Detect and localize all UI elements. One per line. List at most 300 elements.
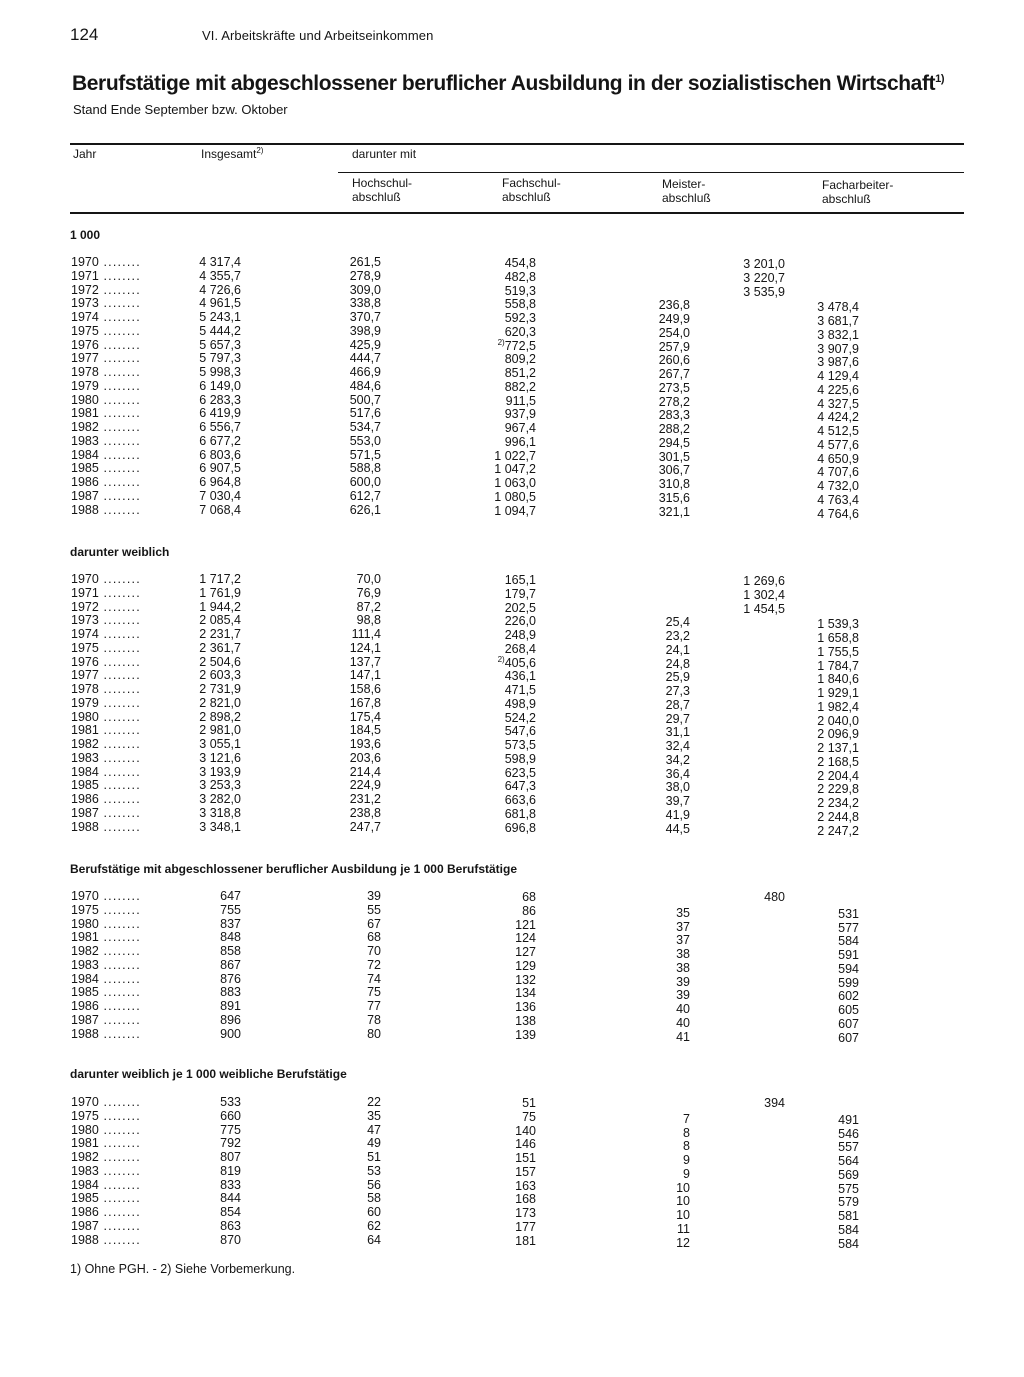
leader-dots: ........ (98, 944, 141, 958)
leader-dots: ........ (98, 764, 141, 779)
row-year (71, 420, 171, 434)
row-year-value: 1984 (71, 764, 99, 779)
leader-dots: ........ (98, 268, 141, 283)
row-year-value: 1985 (71, 461, 99, 476)
cell-total: 1 717,2 (199, 572, 241, 586)
cell-hochschul: 247,7 (349, 819, 381, 834)
cell-facharbeiter: 546 (838, 1126, 859, 1141)
cell-fachschul: 1 080,5 (494, 489, 536, 504)
row-year (71, 434, 171, 448)
cell-hochschul: 137,7 (349, 654, 381, 669)
leader-dots: ........ (98, 378, 141, 393)
cell-meister: 39,7 (665, 794, 690, 808)
cell-meister: 40 (676, 1002, 690, 1016)
cell-meister: 480 (764, 890, 785, 904)
row-year (71, 365, 171, 379)
leader-dots: ........ (98, 930, 141, 945)
cell-fachschul: 573,5 (504, 738, 536, 752)
cell-fachschul: 524,2 (504, 710, 536, 725)
row-year-value: 1981 (71, 406, 99, 421)
cell-meister: 249,9 (658, 312, 690, 326)
header-jahr: Jahr (73, 147, 97, 161)
cell-hochschul: 214,4 (349, 764, 381, 779)
cell-fachschul: 663,6 (504, 793, 536, 807)
cell-hochschul: 80 (367, 1026, 381, 1041)
row-year-value: 1970 (71, 572, 99, 586)
cell-meister: 10 (676, 1194, 690, 1209)
cell-total: 4 961,5 (199, 296, 241, 311)
row-year (71, 985, 171, 999)
cell-hochschul: 87,2 (356, 599, 381, 614)
cell-facharbeiter: 607 (838, 1030, 859, 1045)
leader-dots: ........ (98, 737, 141, 751)
leader-dots: ........ (98, 406, 141, 421)
cell-facharbeiter: 491 (838, 1112, 859, 1127)
cell-meister: 321,1 (658, 504, 690, 519)
cell-facharbeiter: 3 681,7 (817, 314, 859, 328)
cell-fachschul: 181 (515, 1233, 536, 1248)
cell-total: 2 603,3 (199, 668, 241, 683)
cell-fachschul: 129 (515, 958, 536, 973)
cell-total: 2 898,2 (199, 709, 241, 724)
header-facharbeiter-line2: abschluß (822, 192, 871, 206)
row-year-value: 1982 (71, 944, 99, 958)
leader-dots: ........ (98, 778, 141, 793)
cell-fachschul: 498,9 (504, 696, 536, 711)
header-hochschul-line1: Hochschul- (352, 176, 413, 190)
cell-facharbeiter: 579 (838, 1195, 859, 1210)
cell-total: 5 243,1 (199, 310, 241, 324)
cell-hochschul: 124,1 (349, 640, 381, 655)
leader-dots: ........ (98, 750, 141, 765)
cell-fachschul: 121 (515, 917, 536, 932)
cell-meister: 24,8 (665, 656, 690, 671)
leader-dots: ........ (98, 889, 141, 903)
cell-facharbeiter: 584 (838, 1236, 859, 1251)
cell-total: 533 (220, 1095, 241, 1109)
leader-dots: ........ (98, 282, 141, 297)
leader-dots: ........ (98, 447, 141, 462)
cell-total: 5 444,2 (199, 323, 241, 338)
row-year (71, 668, 171, 682)
cell-hochschul: 74 (367, 971, 381, 986)
cell-facharbeiter: 2 096,9 (817, 727, 859, 742)
row-year (71, 489, 171, 503)
row-year (71, 475, 171, 489)
section-title-1000: 1 000 (70, 228, 101, 242)
header-facharbeiter-line1: Facharbeiter- (822, 178, 894, 192)
cell-total: 6 283,3 (199, 392, 241, 407)
cell-fachschul: 436,1 (504, 669, 536, 684)
page-number: 124 (70, 25, 99, 44)
cell-hochschul: 425,9 (349, 337, 381, 352)
cell-facharbeiter: 2 168,5 (817, 754, 859, 769)
cell-facharbeiter: 1 929,1 (817, 686, 859, 700)
row-year (71, 917, 171, 931)
row-year (71, 778, 171, 792)
header-facharbeiter (822, 178, 893, 206)
row-year (71, 792, 171, 806)
row-year-value: 1981 (71, 930, 99, 945)
cell-fachschul: 163 (515, 1178, 536, 1193)
row-year-value: 1986 (71, 999, 99, 1013)
row-year-value: 1979 (71, 695, 99, 710)
cell-hochschul: 72 (367, 957, 381, 972)
row-year (71, 503, 171, 517)
leader-dots: ........ (98, 668, 141, 683)
cell-hochschul: 184,5 (349, 723, 381, 738)
cell-total: 6 419,9 (199, 406, 241, 421)
row-year-value: 1975 (71, 1108, 99, 1123)
cell-facharbeiter: 569 (838, 1167, 859, 1182)
cell-meister: 37 (676, 933, 690, 948)
row-year (71, 655, 171, 669)
cell-total: 2 821,0 (199, 695, 241, 710)
row-year-value: 1972 (71, 599, 99, 614)
cell-hochschul: 77 (367, 999, 381, 1013)
cell-hochschul: 444,7 (349, 351, 381, 366)
cell-fachschul: 51 (522, 1096, 536, 1110)
row-year-value: 1981 (71, 1136, 99, 1151)
cell-total: 2 361,7 (199, 640, 241, 655)
cell-hochschul: 62 (367, 1218, 381, 1233)
row-year-value: 1987 (71, 1218, 99, 1233)
cell-fachschul: 248,9 (504, 628, 536, 642)
leader-dots: ........ (98, 1205, 141, 1219)
cell-meister: 9 (683, 1153, 690, 1167)
cell-meister: 394 (764, 1096, 785, 1110)
row-year (71, 572, 171, 586)
cell-meister: 288,2 (658, 422, 690, 436)
cell-fachschul: 471,5 (504, 683, 536, 697)
cell-total: 3 121,6 (199, 750, 241, 765)
cell-total: 807 (220, 1150, 241, 1164)
title-footnote-marker: 1) (935, 73, 945, 85)
subheader-rule (338, 172, 964, 173)
leader-dots: ........ (98, 627, 141, 641)
leader-dots: ........ (98, 709, 141, 724)
cell-meister: 27,3 (665, 684, 690, 698)
row-year (71, 723, 171, 737)
row-year-value: 1985 (71, 985, 99, 1000)
cell-hochschul: 39 (367, 889, 381, 903)
row-year (71, 283, 171, 297)
leader-dots: ........ (98, 819, 141, 834)
row-year-value: 1972 (71, 282, 99, 297)
cell-meister: 7 (683, 1111, 690, 1126)
row-year (71, 641, 171, 655)
row-year-value: 1971 (71, 268, 99, 283)
cell-fachschul: 151 (515, 1151, 536, 1165)
cell-facharbeiter: 1 840,6 (817, 672, 859, 687)
row-year-value: 1974 (71, 310, 99, 324)
cell-hochschul: 55 (367, 902, 381, 917)
subtitle: Stand Ende September bzw. Oktober (73, 102, 288, 117)
cell-meister: 8 (683, 1139, 690, 1154)
cell-fachschul: 558,8 (504, 297, 536, 312)
row-year-value: 1983 (71, 433, 99, 448)
row-year (71, 682, 171, 696)
cell-fachschul: 173 (515, 1206, 536, 1220)
cell-facharbeiter: 575 (838, 1181, 859, 1196)
row-year (71, 1095, 171, 1109)
cell-facharbeiter: 564 (838, 1154, 859, 1168)
cell-fachschul: 681,8 (504, 806, 536, 821)
cell-facharbeiter: 1 784,7 (817, 658, 859, 673)
cell-footnote-marker: 2) (497, 654, 505, 664)
cell-meister: 44,5 (665, 821, 690, 836)
cell-meister: 35 (676, 905, 690, 920)
cell-fachschul: 454,8 (504, 256, 536, 270)
cell-fachschul: 598,9 (504, 751, 536, 766)
cell-fachschul: 136 (515, 1000, 536, 1014)
header-meister (662, 177, 711, 205)
cell-meister: 36,4 (665, 766, 690, 781)
leader-dots: ........ (98, 1177, 141, 1192)
leader-dots: ........ (98, 365, 141, 379)
cell-facharbeiter: 602 (838, 989, 859, 1004)
leader-dots: ........ (98, 1136, 141, 1151)
row-year-value: 1988 (71, 1026, 99, 1041)
cell-hochschul: 98,8 (356, 613, 381, 628)
row-year (71, 627, 171, 641)
cell-hochschul: 158,6 (349, 682, 381, 696)
cell-fachschul: 592,3 (504, 311, 536, 325)
row-year (71, 1109, 171, 1123)
cell-facharbeiter: 577 (838, 920, 859, 935)
header-insgesamt-footnote: 2) (256, 146, 264, 155)
cell-meister: 310,8 (658, 477, 690, 491)
row-year (71, 944, 171, 958)
cell-facharbeiter: 4 764,6 (817, 506, 859, 521)
cell-meister: 273,5 (658, 380, 690, 395)
cell-total: 844 (220, 1191, 241, 1206)
cell-facharbeiter: 4 225,6 (817, 382, 859, 397)
cell-meister: 1 454,5 (743, 601, 785, 616)
row-year (71, 930, 171, 944)
cell-hochschul: 534,7 (349, 420, 381, 434)
row-year-value: 1987 (71, 488, 99, 503)
leader-dots: ........ (98, 1150, 141, 1164)
cell-facharbeiter: 4 650,9 (817, 451, 859, 466)
row-year (71, 1136, 171, 1150)
cell-hochschul: 111,4 (351, 627, 381, 641)
leader-dots: ........ (98, 1218, 141, 1233)
cell-hochschul: 193,6 (349, 737, 381, 751)
section-title-weiblich-je-1000: darunter weiblich je 1 000 weibliche Berufstätige (70, 1067, 347, 1081)
cell-facharbeiter: 4 577,6 (817, 437, 859, 452)
cell-total: 883 (220, 985, 241, 1000)
row-year-value: 1971 (71, 585, 99, 600)
cell-hochschul: 600,0 (349, 475, 381, 489)
leader-dots: ........ (98, 337, 141, 352)
leader-dots: ........ (98, 902, 141, 917)
leader-dots: ........ (98, 805, 141, 820)
leader-dots: ........ (98, 433, 141, 448)
cell-hochschul: 167,8 (349, 695, 381, 710)
cell-meister: 278,2 (658, 394, 690, 409)
leader-dots: ........ (98, 488, 141, 503)
row-year-value: 1988 (71, 1232, 99, 1247)
cell-meister: 29,7 (665, 711, 690, 726)
cell-hochschul: 626,1 (349, 502, 381, 517)
row-year (71, 1178, 171, 1192)
leader-dots: ........ (98, 310, 141, 324)
leader-dots: ........ (98, 392, 141, 407)
section-title-je-1000: Berufstätige mit abgeschlossener beruflicher Ausbildung je 1 000 Berufstätige (70, 862, 518, 876)
leader-dots: ........ (98, 1026, 141, 1041)
cell-total: 792 (220, 1136, 241, 1151)
cell-total: 876 (220, 971, 241, 986)
leader-dots: ........ (98, 640, 141, 655)
cell-meister: 3 535,9 (743, 284, 785, 299)
cell-meister: 254,0 (658, 325, 690, 340)
cell-facharbeiter: 581 (838, 1209, 859, 1223)
cell-hochschul: 49 (367, 1136, 381, 1151)
cell-fachschul: 157 (515, 1164, 536, 1179)
row-year-value: 1988 (71, 502, 99, 517)
cell-total: 4 726,6 (199, 282, 241, 297)
row-year (71, 751, 171, 765)
row-year (71, 972, 171, 986)
row-year-value: 1983 (71, 750, 99, 765)
row-year-value: 1982 (71, 1150, 99, 1164)
leader-dots: ........ (98, 1163, 141, 1178)
cell-facharbeiter: 2 137,1 (817, 741, 859, 755)
row-year (71, 406, 171, 420)
cell-total: 896 (220, 1012, 241, 1027)
row-year-value: 1975 (71, 640, 99, 655)
row-year-value: 1982 (71, 420, 99, 434)
row-year-value: 1978 (71, 365, 99, 379)
row-year-value: 1983 (71, 957, 99, 972)
leader-dots: ........ (98, 255, 141, 269)
header-bottom-rule (70, 212, 964, 214)
cell-hochschul: 466,9 (349, 365, 381, 379)
cell-meister: 39 (676, 988, 690, 1003)
leader-dots: ........ (98, 1095, 141, 1109)
cell-total: 870 (220, 1232, 241, 1247)
cell-total: 755 (220, 902, 241, 917)
cell-total: 6 964,8 (199, 475, 241, 489)
row-year (71, 448, 171, 462)
cell-meister: 12 (676, 1235, 690, 1250)
cell-fachschul: 547,6 (504, 724, 536, 739)
row-year (71, 1205, 171, 1219)
cell-fachschul: 139 (515, 1027, 536, 1042)
cell-fachschul: 911,5 (505, 393, 536, 408)
leader-dots: ........ (98, 502, 141, 517)
cell-hochschul: 517,6 (349, 406, 381, 421)
cell-fachschul (455, 339, 536, 353)
cell-fachschul: 226,0 (504, 614, 536, 629)
header-meister-line2: abschluß (662, 191, 711, 205)
cell-hochschul: 203,6 (349, 750, 381, 765)
row-year (71, 379, 171, 393)
cell-total: 660 (220, 1108, 241, 1123)
row-year-value: 1977 (71, 668, 99, 683)
cell-meister: 10 (676, 1180, 690, 1195)
cell-fachschul: 177 (515, 1219, 536, 1234)
row-year (71, 338, 171, 352)
cell-hochschul: 175,4 (349, 709, 381, 724)
cell-total: 4 317,4 (199, 255, 241, 269)
cell-meister: 25,4 (665, 615, 690, 630)
row-year (71, 324, 171, 338)
row-year-value: 1974 (71, 627, 99, 641)
cell-total: 854 (220, 1205, 241, 1219)
row-year-value: 1984 (71, 1177, 99, 1192)
leader-dots: ........ (98, 999, 141, 1013)
cell-meister: 40 (676, 1015, 690, 1030)
cell-meister: 301,5 (658, 449, 690, 464)
cell-hochschul: 64 (367, 1232, 381, 1247)
row-year (71, 820, 171, 834)
row-year (71, 903, 171, 917)
row-year-value: 1987 (71, 805, 99, 820)
cell-meister: 315,6 (658, 490, 690, 505)
leader-dots: ........ (98, 1122, 141, 1137)
cell-fachschul: 1 063,0 (494, 476, 536, 490)
cell-hochschul: 56 (367, 1177, 381, 1192)
cell-total: 5 998,3 (199, 365, 241, 379)
cell-meister: 37 (676, 919, 690, 934)
cell-hochschul: 67 (367, 916, 381, 931)
cell-fachschul: 124 (515, 931, 536, 946)
leader-dots: ........ (98, 585, 141, 600)
row-year-value: 1977 (71, 351, 99, 366)
cell-facharbeiter: 4 732,0 (817, 479, 859, 493)
leader-dots: ........ (98, 695, 141, 710)
leader-dots: ........ (98, 420, 141, 434)
cell-hochschul: 309,0 (349, 282, 381, 297)
cell-fachschul: 620,3 (504, 324, 536, 339)
cell-facharbeiter: 1 658,8 (817, 631, 859, 645)
cell-total: 1 761,9 (199, 585, 241, 600)
cell-fachschul: 179,7 (504, 586, 536, 601)
table-top-rule (70, 143, 964, 145)
cell-total: 5 797,3 (199, 351, 241, 366)
row-year-value: 1983 (71, 1163, 99, 1178)
row-year (71, 765, 171, 779)
cell-total: 833 (220, 1177, 241, 1192)
cell-total: 3 282,0 (199, 792, 241, 806)
cell-total: 858 (220, 944, 241, 958)
leader-dots: ........ (98, 1232, 141, 1247)
leader-dots: ........ (98, 654, 141, 669)
cell-total: 4 355,7 (199, 268, 241, 283)
row-year (71, 461, 171, 475)
cell-hochschul: 147,1 (349, 668, 381, 683)
cell-total: 2 504,6 (199, 654, 241, 669)
cell-meister: 38,0 (665, 780, 690, 795)
cell-total: 2 981,0 (199, 723, 241, 738)
leader-dots: ........ (98, 296, 141, 311)
row-year (71, 710, 171, 724)
cell-total: 3 253,3 (199, 778, 241, 793)
cell-facharbeiter: 4 707,6 (817, 465, 859, 480)
cell-facharbeiter: 1 539,3 (817, 617, 859, 632)
cell-hochschul: 70,0 (356, 572, 381, 586)
row-year (71, 1027, 171, 1041)
leader-dots: ........ (98, 971, 141, 986)
row-year (71, 1164, 171, 1178)
cell-facharbeiter: 4 327,5 (817, 396, 859, 411)
cell-meister: 10 (676, 1208, 690, 1222)
cell-hochschul: 78 (367, 1012, 381, 1027)
cell-total: 6 907,5 (199, 461, 241, 476)
row-year-value: 1979 (71, 378, 99, 393)
